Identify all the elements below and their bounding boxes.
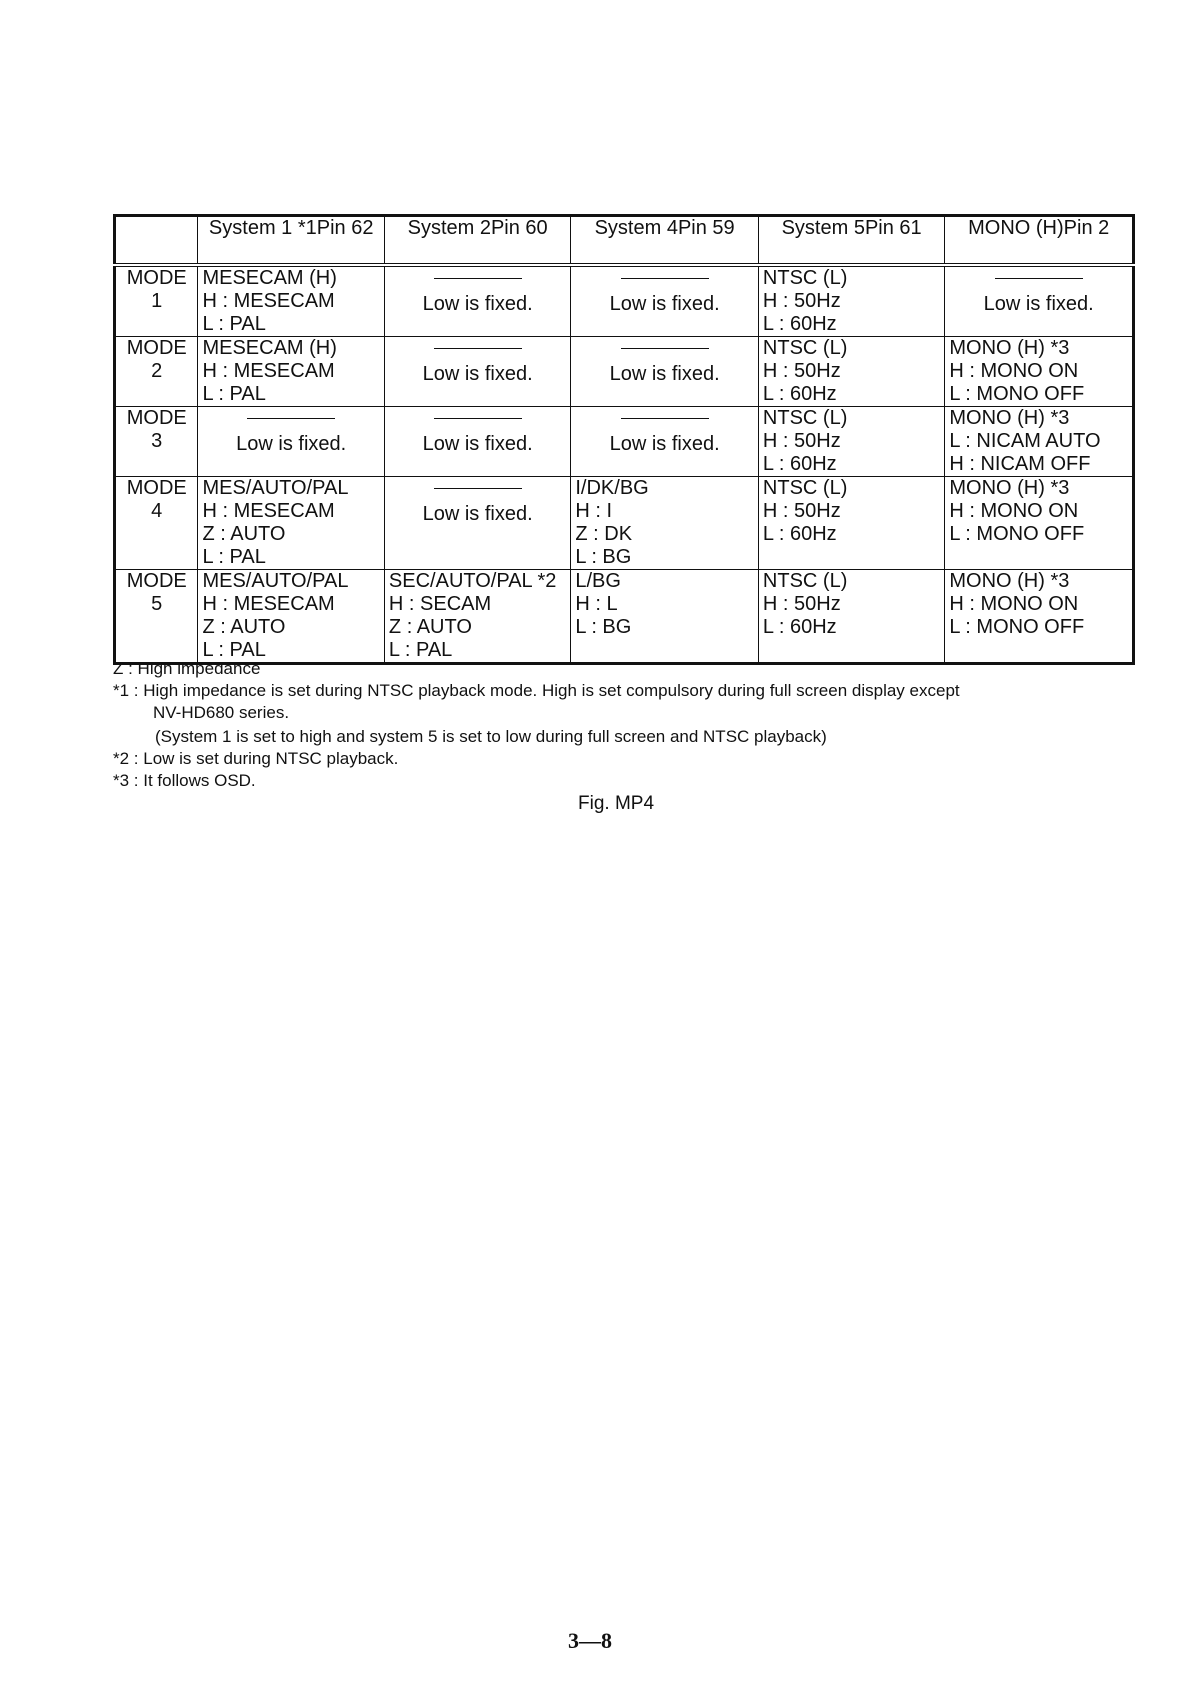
mode-label: 4 <box>151 500 163 522</box>
table-row <box>115 265 1134 337</box>
fixed-cell <box>945 265 1134 337</box>
cell-line: SEC/AUTO/PAL *2 <box>388 570 557 592</box>
table-header-row <box>115 216 1134 266</box>
mode-cell <box>115 407 198 477</box>
header-line: Pin 60 <box>490 217 548 239</box>
cell-line: H : MONO ON <box>949 593 1079 615</box>
header-line: System 5 <box>781 217 865 239</box>
cell-line: NTSC (L) <box>762 570 848 592</box>
header-system1 <box>198 216 384 266</box>
fixed-cell <box>571 265 759 337</box>
header-line: Pin 2 <box>1063 217 1110 239</box>
mode-cell <box>115 477 198 570</box>
table-row <box>115 477 1134 570</box>
cell-line: L : MONO OFF <box>949 616 1085 638</box>
cell-line: H : MESECAM <box>202 360 335 382</box>
cell-line: H : 50Hz <box>762 290 841 312</box>
cell-text: Low is fixed. <box>609 363 720 385</box>
cell-line: I/DK/BG <box>575 477 649 499</box>
fixed-cell <box>198 407 384 477</box>
dash-rule <box>995 278 1083 279</box>
cell-line: L : 60Hz <box>762 383 837 405</box>
dash-rule <box>434 418 522 419</box>
header-line: Pin 59 <box>677 217 735 239</box>
cell-text: Low is fixed. <box>422 363 533 385</box>
header-system5 <box>758 216 944 266</box>
header-line: System 1 *1 <box>208 217 317 239</box>
mode-label: 2 <box>151 360 163 382</box>
cell-line: L : NICAM AUTO <box>949 430 1101 452</box>
mode-label: 3 <box>151 430 163 452</box>
value-cell <box>945 477 1134 570</box>
cell-line: H : 50Hz <box>762 500 841 522</box>
cell-line: H : 50Hz <box>762 593 841 615</box>
note-1-cont: NV-HD680 series. <box>153 703 290 722</box>
table-row <box>115 407 1134 477</box>
value-cell <box>758 407 944 477</box>
cell-line: H : MESECAM <box>202 290 335 312</box>
value-cell <box>758 570 944 664</box>
cell-line: H : MESECAM <box>202 593 335 615</box>
cell-line: L : 60Hz <box>762 453 837 475</box>
dash-rule <box>247 418 335 419</box>
mode-label: 5 <box>151 593 163 615</box>
cell-line: L : 60Hz <box>762 523 837 545</box>
cell-line: NTSC (L) <box>762 337 848 359</box>
mode-label: MODE <box>126 337 187 359</box>
fixed-cell <box>384 477 570 570</box>
cell-line: MONO (H) *3 <box>949 407 1070 429</box>
value-cell <box>945 570 1134 664</box>
cell-line: MESECAM (H) <box>202 267 337 289</box>
cell-line: H : MONO ON <box>949 500 1079 522</box>
cell-line: H : SECAM <box>388 593 492 615</box>
cell-line: MONO (H) *3 <box>949 477 1070 499</box>
mode-system-table <box>113 214 1135 665</box>
note-1-paren: (System 1 is set to high and system 5 is set to low during full screen and NTSC playback) <box>155 727 827 746</box>
cell-text: Low is fixed. <box>609 433 720 455</box>
footnotes <box>113 658 1113 792</box>
note-z: Z : High impedance <box>113 659 261 678</box>
cell-line: MONO (H) *3 <box>949 337 1070 359</box>
cell-line: L : PAL <box>202 313 266 335</box>
cell-text: Low is fixed. <box>236 433 347 455</box>
cell-line: NTSC (L) <box>762 477 848 499</box>
cell-line: MES/AUTO/PAL <box>202 570 349 592</box>
dash-rule <box>621 348 709 349</box>
cell-line: L : PAL <box>388 639 453 661</box>
mode-label: MODE <box>126 267 187 289</box>
cell-line: MES/AUTO/PAL <box>202 477 349 499</box>
mode-cell <box>115 337 198 407</box>
cell-line: Z : AUTO <box>202 616 286 638</box>
cell-text: Low is fixed. <box>422 293 533 315</box>
note-2: *2 : Low is set during NTSC playback. <box>113 749 399 768</box>
cell-line: MESECAM (H) <box>202 337 337 359</box>
header-system4 <box>571 216 759 266</box>
cell-line: Z : DK <box>575 523 633 545</box>
header-line: MONO (H) <box>968 217 1064 239</box>
value-cell <box>198 477 384 570</box>
dash-rule <box>434 278 522 279</box>
value-cell <box>571 477 759 570</box>
cell-text: Low is fixed. <box>983 293 1094 315</box>
mode-cell <box>115 570 198 664</box>
mode-label: MODE <box>126 477 187 499</box>
fixed-cell <box>384 407 570 477</box>
cell-line: L : PAL <box>202 546 266 568</box>
cell-line: L : BG <box>575 616 632 638</box>
cell-line: NTSC (L) <box>762 267 848 289</box>
value-cell <box>758 477 944 570</box>
value-cell <box>945 337 1134 407</box>
value-cell <box>945 407 1134 477</box>
cell-line: L : MONO OFF <box>949 383 1085 405</box>
cell-line: L : PAL <box>202 383 266 405</box>
cell-line: L : BG <box>575 546 632 568</box>
header-mono <box>945 216 1134 266</box>
cell-line: L : 60Hz <box>762 313 837 335</box>
dash-rule <box>621 418 709 419</box>
mode-cell <box>115 265 198 337</box>
cell-line: L : 60Hz <box>762 616 837 638</box>
value-cell <box>571 570 759 664</box>
cell-line: H : NICAM OFF <box>949 453 1091 475</box>
value-cell <box>384 570 570 664</box>
cell-line: L/BG <box>575 570 621 592</box>
value-cell <box>758 337 944 407</box>
fixed-cell <box>571 337 759 407</box>
cell-text: Low is fixed. <box>422 503 533 525</box>
cell-line: NTSC (L) <box>762 407 848 429</box>
dash-rule <box>621 278 709 279</box>
cell-line: H : 50Hz <box>762 430 841 452</box>
header-line: Pin 61 <box>864 217 922 239</box>
value-cell <box>758 265 944 337</box>
header-line: Pin 62 <box>316 217 374 239</box>
note-1: *1 : High impedance is set during NTSC playback mode. High is set compulsory during full screen display except <box>113 681 960 700</box>
cell-line: Z : AUTO <box>388 616 472 638</box>
note-3: *3 : It follows OSD. <box>113 771 256 790</box>
cell-line: Z : AUTO <box>202 523 286 545</box>
cell-line: H : 50Hz <box>762 360 841 382</box>
figure-caption: Fig. MP4 <box>578 793 655 814</box>
header-system2 <box>384 216 570 266</box>
mode-label: MODE <box>126 570 187 592</box>
value-cell <box>198 337 384 407</box>
table-row <box>115 570 1134 664</box>
cell-line: H : MESECAM <box>202 500 335 522</box>
cell-line: MONO (H) *3 <box>949 570 1070 592</box>
dash-rule <box>434 488 522 489</box>
cell-line: H : MONO ON <box>949 360 1079 382</box>
cell-text: Low is fixed. <box>422 433 533 455</box>
value-cell <box>198 265 384 337</box>
cell-line: H : I <box>575 500 613 522</box>
fixed-cell <box>571 407 759 477</box>
header-line: System 4 <box>594 217 678 239</box>
value-cell <box>198 570 384 664</box>
mode-label: 1 <box>151 290 163 312</box>
corner-cell <box>115 216 198 266</box>
header-line: System 2 <box>407 217 491 239</box>
cell-text: Low is fixed. <box>609 293 720 315</box>
fixed-cell <box>384 265 570 337</box>
fixed-cell <box>384 337 570 407</box>
cell-line: H : L <box>575 593 618 615</box>
cell-line: L : MONO OFF <box>949 523 1085 545</box>
cell-line: L : PAL <box>202 639 266 661</box>
table-row <box>115 337 1134 407</box>
page-number: 3—8 <box>568 1628 612 1653</box>
mode-label: MODE <box>126 407 187 429</box>
dash-rule <box>434 348 522 349</box>
table-body <box>115 265 1134 664</box>
